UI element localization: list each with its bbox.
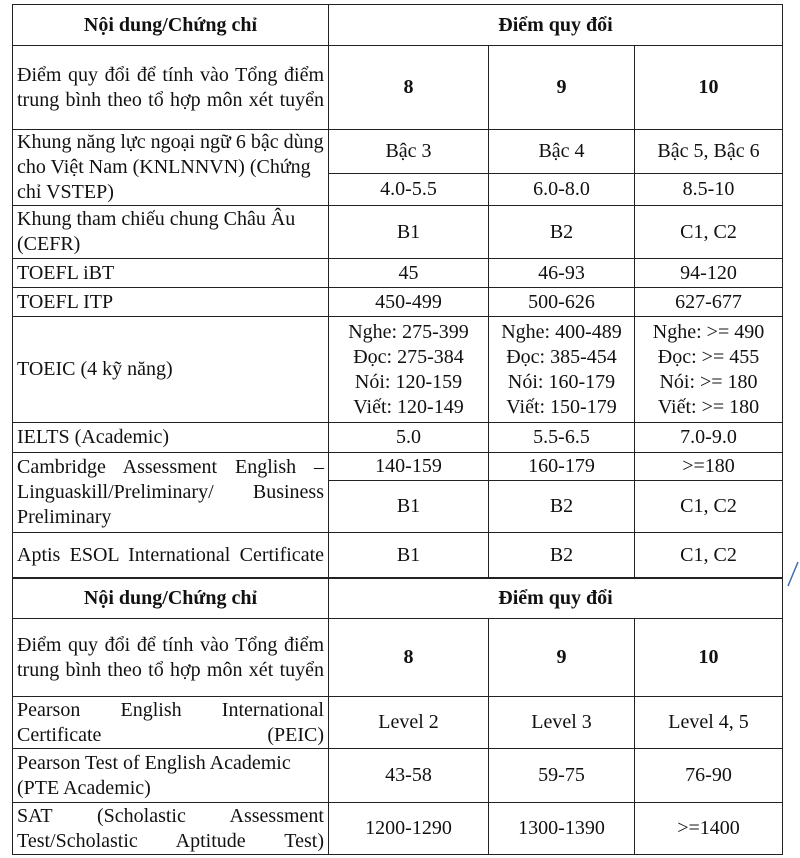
toeic-speak: Nói: 160-179: [507, 370, 616, 393]
header-score: Điểm quy đổi: [329, 5, 783, 46]
row-label-aptis: Aptis ESOL International Certificate: [13, 533, 329, 579]
table-row: [13, 533, 783, 579]
cell-10: 76-90: [635, 749, 783, 803]
toeic-listen: Nghe: >= 490: [652, 320, 765, 343]
table-row: [13, 46, 783, 130]
cell-9: 160-179: [489, 453, 635, 481]
cell-10: 7.0-9.0: [635, 423, 783, 453]
cell-8: 140-159: [329, 453, 489, 481]
table-row: [13, 317, 783, 423]
cell-10: 94-120: [635, 259, 783, 288]
cell-8: 43-58: [329, 749, 489, 803]
toeic-write: Viết: >= 180: [657, 395, 760, 418]
table-row: [13, 803, 783, 855]
cell-9: B2: [489, 206, 635, 259]
cell-9: 46-93: [489, 259, 635, 288]
cell-9: [489, 317, 635, 423]
toeic-listen: Nghe: 400-489: [501, 320, 622, 343]
table-row: [13, 206, 783, 259]
cell-9: Bậc 4: [489, 130, 635, 174]
row-label-cambridge: Cambridge Assessment English – Linguaskill/Preliminary/ Business Preliminary: [13, 453, 329, 533]
row-label-ielts: IELTS (Academic): [13, 423, 329, 453]
header-content: Nội dung/Chứng chỉ: [13, 5, 329, 46]
row-label-toeic: TOEIC (4 kỹ năng): [13, 317, 329, 423]
cell-9: Level 3: [489, 697, 635, 749]
cell-10: >=1400: [635, 803, 783, 855]
cell-8: 8: [329, 619, 489, 697]
table-row: [13, 259, 783, 288]
cell-10: 8.5-10: [635, 174, 783, 206]
cell-10: 627-677: [635, 288, 783, 317]
cell-8: 8: [329, 46, 489, 130]
toeic-read: Đọc: >= 455: [657, 345, 760, 368]
row-label-pte: Pearson Test of English Academic (PTE Academic): [13, 749, 329, 803]
table-header-row: [13, 5, 783, 46]
cell-8: 4.0-5.5: [329, 174, 489, 206]
toeic-read: Đọc: 385-454: [506, 345, 617, 368]
header-content: Nội dung/Chứng chỉ: [13, 578, 329, 619]
row-label-toefl-ibt: TOEFL iBT: [13, 259, 329, 288]
cell-10: Bậc 5, Bậc 6: [635, 130, 783, 174]
cell-8: Level 2: [329, 697, 489, 749]
cell-9: 500-626: [489, 288, 635, 317]
row-label-sat: SAT (Scholastic Assessment Test/Scholastic Aptitude Test): [13, 803, 329, 855]
cell-8: [329, 317, 489, 423]
row-label-knlnn: Khung năng lực ngoại ngữ 6 bậc dùng cho Việt Nam (KNLNNVN) (Chứng chỉ VSTEP): [13, 130, 329, 206]
toeic-speak: Nói: >= 180: [659, 370, 758, 393]
table-row: [13, 423, 783, 453]
toeic-write: Viết: 120-149: [353, 395, 464, 418]
cell-9: 6.0-8.0: [489, 174, 635, 206]
cell-10: C1, C2: [635, 481, 783, 533]
conversion-table-2: [12, 577, 783, 855]
row-label-converted: Điểm quy đổi để tính vào Tổng điểm trung bình theo tổ hợp môn xét tuyển: [13, 46, 329, 130]
page-edge-mark-icon: [786, 558, 800, 588]
cell-10: >=180: [635, 453, 783, 481]
header-score: Điểm quy đổi: [329, 578, 783, 619]
row-label-peic: Pearson English International Certificate (PEIC): [13, 697, 329, 749]
cell-8: 1200-1290: [329, 803, 489, 855]
cell-8: B1: [329, 481, 489, 533]
cell-8: 45: [329, 259, 489, 288]
cell-10: C1, C2: [635, 533, 783, 579]
table-row: [13, 697, 783, 749]
table-header-row: [13, 578, 783, 619]
cell-8: B1: [329, 533, 489, 579]
toeic-speak: Nói: 120-159: [354, 370, 463, 393]
table-row: [13, 288, 783, 317]
cell-10: 10: [635, 46, 783, 130]
toeic-listen: Nghe: 275-399: [348, 320, 469, 343]
table-row: [13, 453, 783, 481]
cell-9: 59-75: [489, 749, 635, 803]
row-label-converted: Điểm quy đổi để tính vào Tổng điểm trung bình theo tổ hợp môn xét tuyển: [13, 619, 329, 697]
cell-9: 5.5-6.5: [489, 423, 635, 453]
cell-9: 9: [489, 46, 635, 130]
cell-9: B2: [489, 533, 635, 579]
cell-10: C1, C2: [635, 206, 783, 259]
cell-10: 10: [635, 619, 783, 697]
cell-8: 450-499: [329, 288, 489, 317]
row-label-cefr: Khung tham chiếu chung Châu Âu (CEFR): [13, 206, 329, 259]
cell-8: 5.0: [329, 423, 489, 453]
toeic-read: Đọc: 275-384: [353, 345, 464, 368]
cell-9: 9: [489, 619, 635, 697]
row-label-toefl-itp: TOEFL ITP: [13, 288, 329, 317]
table-row: [13, 619, 783, 697]
cell-8: Bậc 3: [329, 130, 489, 174]
cell-9: 1300-1390: [489, 803, 635, 855]
cell-10: [635, 317, 783, 423]
cell-10: Level 4, 5: [635, 697, 783, 749]
cell-8: B1: [329, 206, 489, 259]
conversion-table-1: [12, 4, 783, 579]
table-row: [13, 749, 783, 803]
toeic-write: Viết: 150-179: [506, 395, 617, 418]
table-row: [13, 130, 783, 174]
cell-9: B2: [489, 481, 635, 533]
